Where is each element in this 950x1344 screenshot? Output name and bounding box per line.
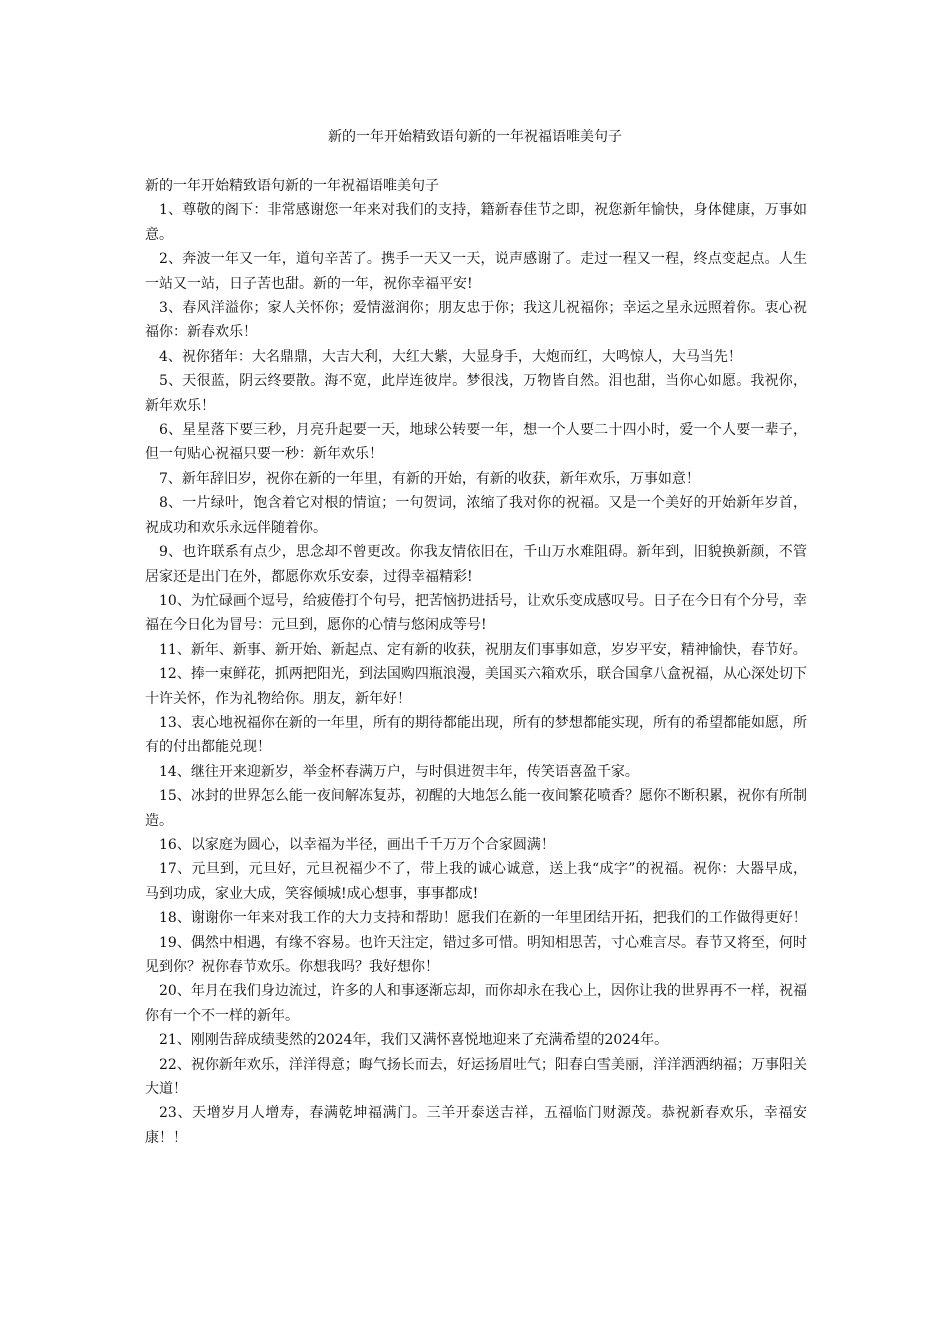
greeting-item: 20、年月在我们身边流过，许多的人和事逐渐忘却，而你却永在我心上，因你让我的世界再不一样，祝福你有一个不一样的新年。 (145, 983, 807, 1024)
greeting-item: 3、春风洋溢你；家人关怀你；爱情滋润你；朋友忠于你；我这儿祝福你；幸运之星永远照着你。衷心祝福你：新春欢乐！ (145, 300, 807, 341)
greeting-item: 9、也许联系有点少，思念却不曾更改。你我友情依旧在，千山万水难阻碍。新年到，旧貌换新颜，不管居家还是出门在外，都愿你欢乐安泰，过得幸福精彩! (145, 544, 807, 585)
greeting-item: 4、祝你猪年：大名鼎鼎，大吉大利，大红大紫，大显身手，大炮而红，大鸣惊人，大马当先！ (159, 348, 742, 365)
greeting-item: 12、捧一束鲜花，抓两把阳光，到法国购四瓶浪漫，美国买六箱欢乐，联合国拿八盒祝福，从心深处切下十许关怀，作为礼物给你。朋友，新年好！ (145, 666, 807, 707)
greeting-item: 22、祝你新年欢乐，洋洋得意；晦气扬长而去，好运扬眉吐气；阳春白雪美丽，洋洋洒洒纳福；万事阳关大道！ (145, 1056, 807, 1098)
greeting-item: 1、尊敬的阁下：非常感谢您一年来对我们的支持，籍新春佳节之即，祝您新年愉快，身体健康，万事如意。 (145, 202, 807, 243)
document-title: 新的一年开始精致语句新的一年祝福语唯美句子 (328, 129, 622, 145)
greeting-item: 18、谢谢你一年来对我工作的大力支持和帮助！愿我们在新的一年里团结开拓，把我们的工作做得更好！ (159, 910, 807, 927)
greeting-item: 8、一片绿叶，饱含着它对根的情谊；一句贺词，浓缩了我对你的祝福。又是一个美好的开始新年岁首，祝成功和欢乐永远伴随着你。 (145, 495, 807, 536)
greeting-item: 2、奔波一年又一年，道句辛苦了。携手一天又一天，说声感谢了。走过一程又一程，终点变起点。人生一站又一站，日子苦也甜。新的一年，祝你幸福平安! (145, 251, 807, 292)
greeting-item: 16、以家庭为圆心，以幸福为半径，画出千千万万个合家圆满！ (159, 836, 555, 853)
greeting-item: 17、元旦到，元旦好，元旦祝福少不了，带上我的诚心诚意，送上我“成字”的祝福。祝你：大器早成，马到功成，家业大成，笑容倾城!成心想事，事事都成! (145, 861, 807, 902)
document-subtitle: 新的一年开始精致语句新的一年祝福语唯美句子 (145, 178, 439, 194)
greeting-item: 10、为忙碌画个逗号，给疲倦打个句号，把苦恼扔进括号，让欢乐变成感叹号。日子在今日有个分号，幸福在今日化为冒号：元旦到，愿你的心情与悠闲成等号! (145, 592, 807, 634)
document-body (145, 174, 807, 1150)
greeting-item: 19、偶然中相遇，有缘不容易。也许天注定，错过多可惜。明知相思苦，寸心难言尽。春节又将至，何时见到你？祝你春节欢乐。你想我吗？我好想你！ (145, 934, 807, 975)
greeting-item: 13、衷心地祝福你在新的一年里，所有的期待都能出现，所有的梦想都能实现，所有的希望都能如愿，所有的付出都能兑现！ (145, 714, 807, 756)
greeting-item: 5、天很蓝，阴云终要散。海不宽，此岸连彼岸。梦很浅，万物皆自然。泪也甜，当你心如愿。我祝你，新年欢乐！ (145, 373, 807, 414)
greeting-item: 23、天增岁月人增寿，春满乾坤福满门。三羊开泰送吉祥，五福临门财源茂。恭祝新春欢乐，幸福安康！！ (145, 1105, 807, 1146)
greeting-item: 7、新年辞旧岁，祝你在新的一年里，有新的开始，有新的收获，新年欢乐，万事如意！ (159, 470, 700, 487)
greeting-item: 14、继往开来迎新岁，举金杯春满万户，与时俱进贺丰年，传笑语喜盈千家。 (159, 763, 639, 780)
greeting-item: 11、新年、新事、新开始、新起点、定有新的收获，祝朋友们事事如意，岁岁平安，精神愉快，春节好。 (159, 641, 807, 658)
greeting-item: 6、星星落下要三秒，月亮升起要一天，地球公转要一年，想一个人要二十四小时，爱一个人要一辈子，但一句贴心祝福只要一秒：新年欢乐！ (145, 422, 807, 463)
greeting-item: 21、刚刚告辞成绩斐然的2024年，我们又满怀喜悦地迎来了充满希望的2024年。 (159, 1032, 669, 1049)
greeting-item: 15、冰封的世界怎么能一夜间解冻复苏，初醒的大地怎么能一夜间繁花喷香？愿你不断积累，祝你有所制造。 (145, 788, 807, 829)
